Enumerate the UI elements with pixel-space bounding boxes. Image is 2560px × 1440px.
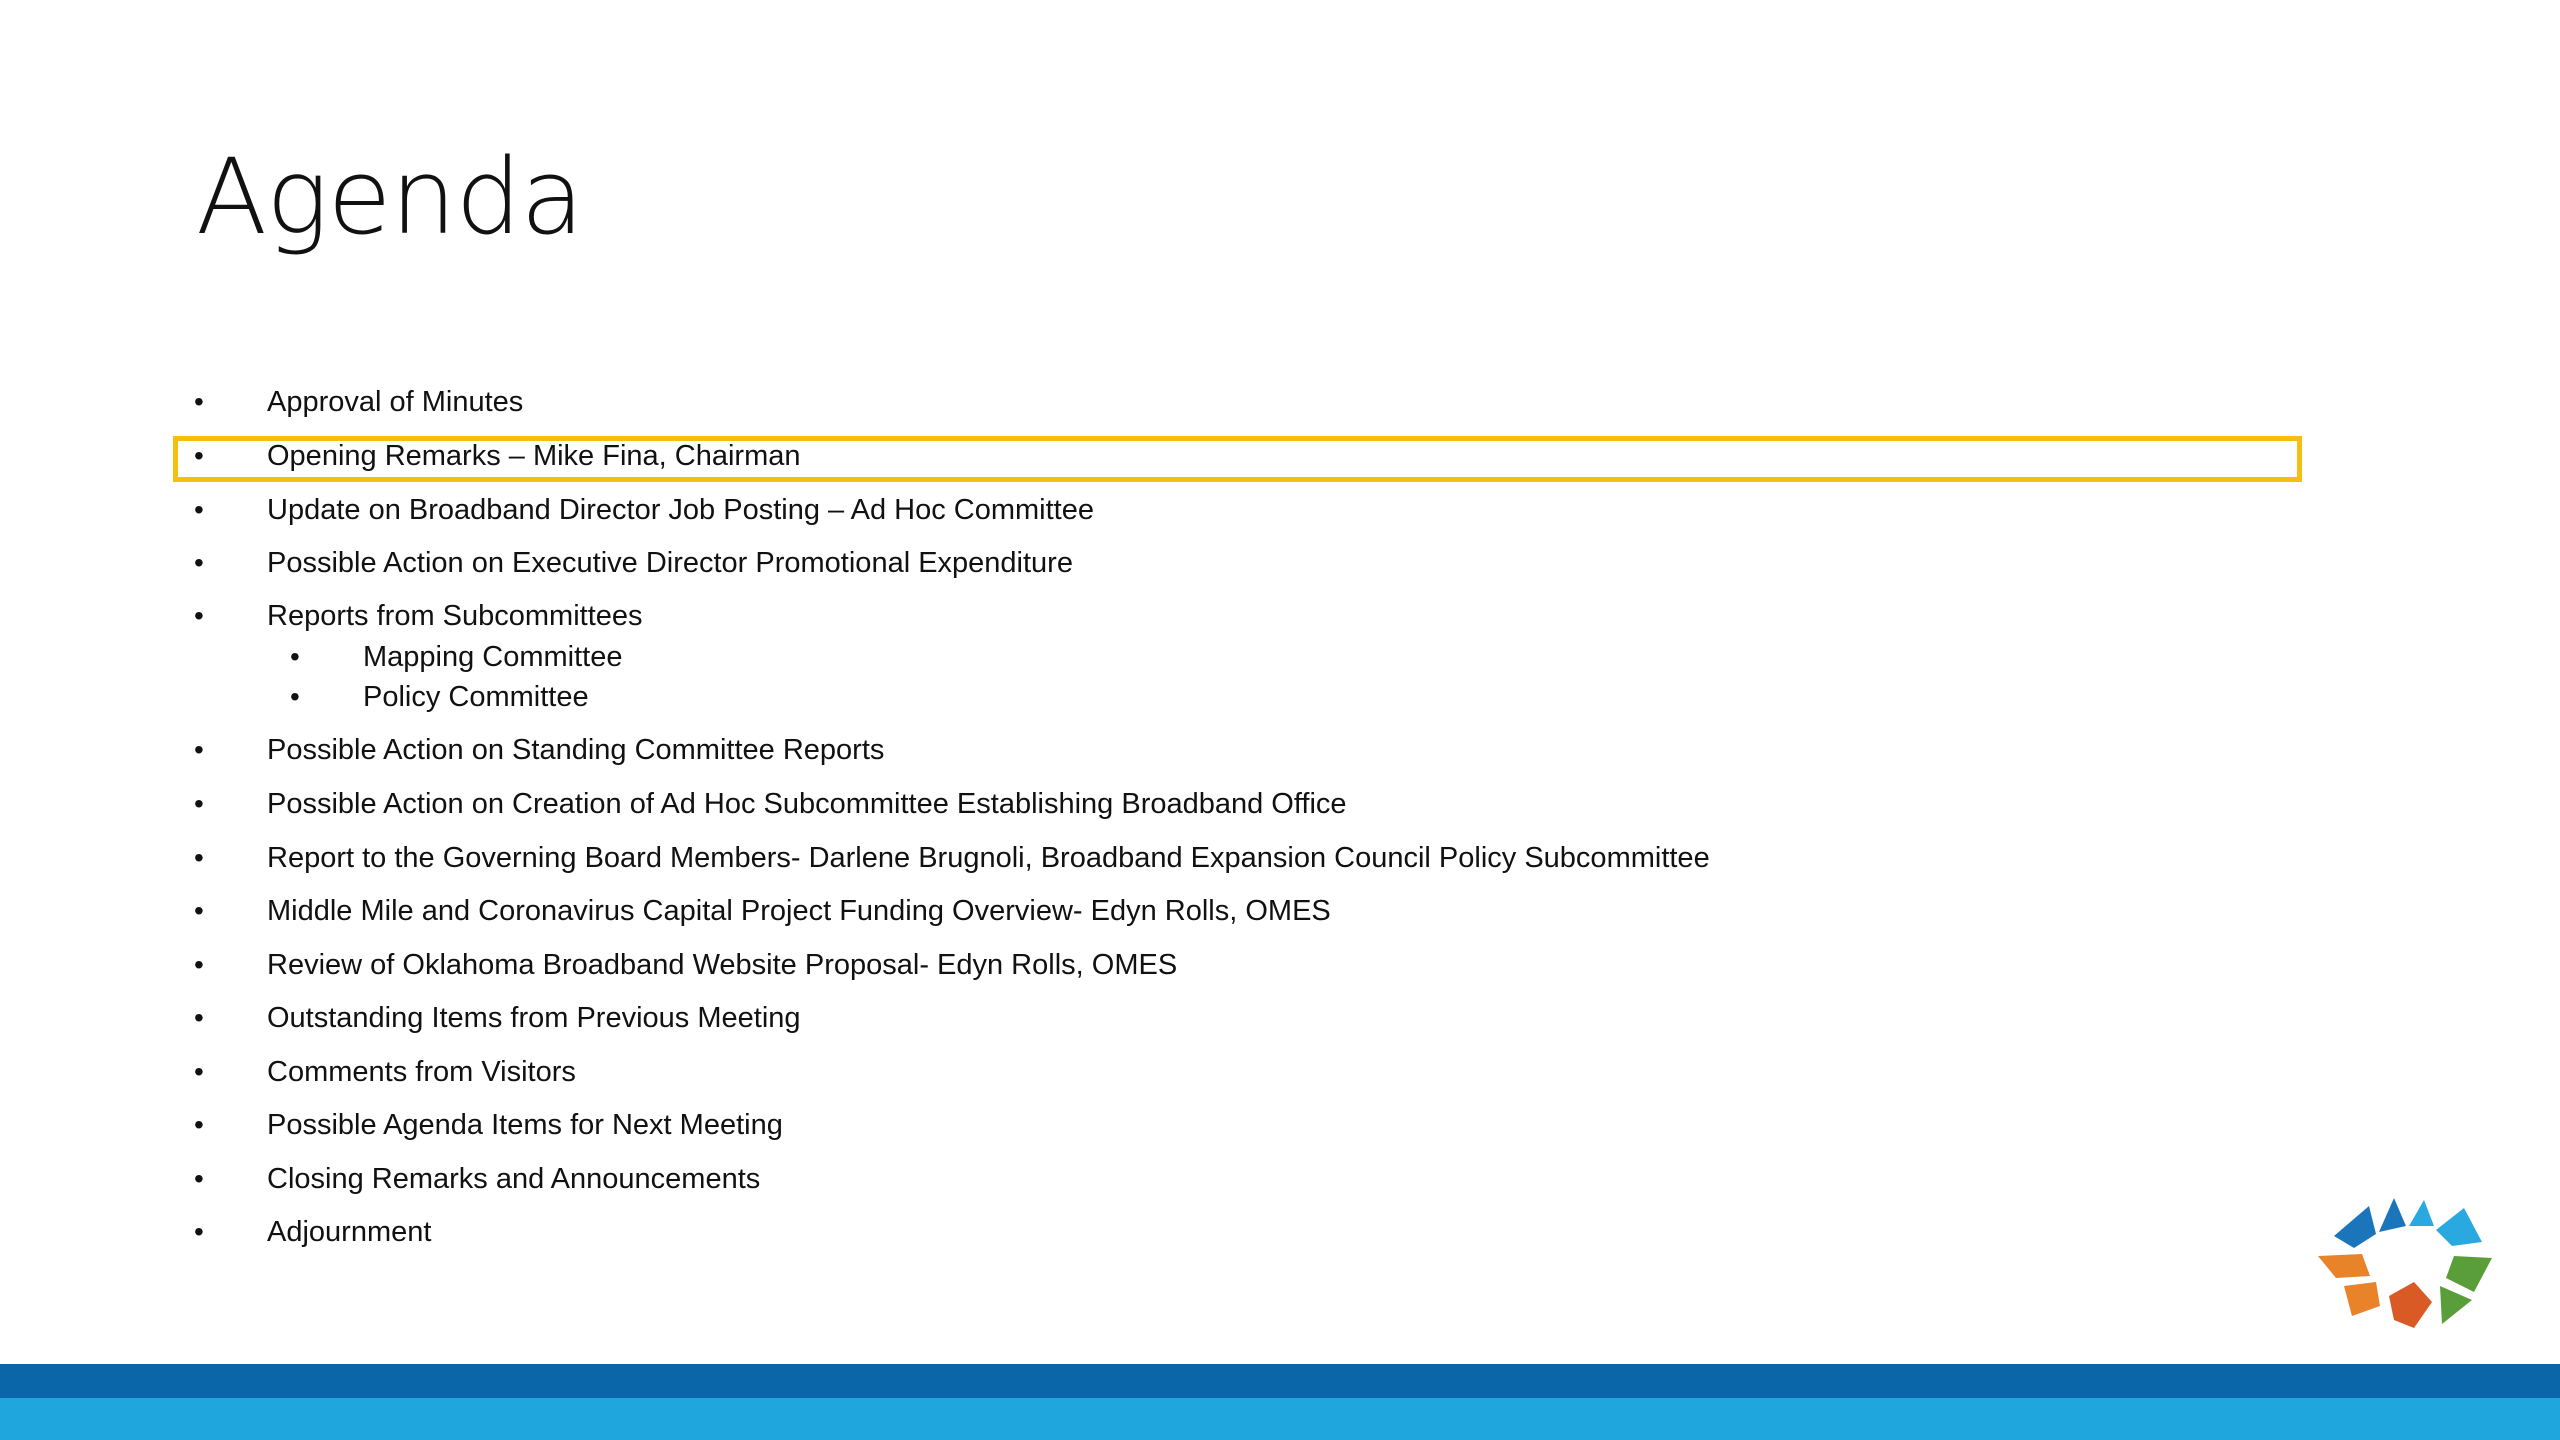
agenda-subitem-policy-committee bbox=[0, 671, 2300, 723]
agenda-item-approval-of-minutes bbox=[0, 376, 2300, 428]
agenda-item-closing-remarks bbox=[0, 1153, 2300, 1205]
agenda-item-label: Comments from Visitors bbox=[267, 1056, 576, 1088]
agenda-item-broadband-director-job-posting bbox=[0, 484, 2300, 536]
bullet-icon: • bbox=[194, 600, 204, 631]
agenda-item-label: Adjournment bbox=[267, 1216, 432, 1248]
footer-bar-dark bbox=[0, 1364, 2560, 1398]
bullet-icon: • bbox=[194, 949, 204, 980]
bullet-icon: • bbox=[194, 895, 204, 926]
agenda-item-label: Opening Remarks – Mike Fina, Chairman bbox=[267, 440, 801, 472]
bullet-icon: • bbox=[194, 734, 204, 765]
agenda-item-label: Update on Broadband Director Job Posting – Ad Hoc Committee bbox=[267, 494, 1094, 526]
footer-bar-light bbox=[0, 1398, 2560, 1440]
agenda-subitem-label: Mapping Committee bbox=[363, 641, 623, 673]
agenda-item-standing-committee-reports bbox=[0, 724, 2300, 776]
agenda-item-website-proposal bbox=[0, 939, 2300, 991]
agenda-item-label: Possible Action on Standing Committee Reports bbox=[267, 734, 885, 766]
bullet-icon: • bbox=[194, 1056, 204, 1087]
bullet-icon: • bbox=[194, 1163, 204, 1194]
highlight-box bbox=[173, 436, 2302, 482]
slide-title: Agenda bbox=[196, 136, 584, 258]
agenda-item-comments-from-visitors bbox=[0, 1046, 2300, 1098]
agenda-item-middle-mile-overview bbox=[0, 885, 2300, 937]
agenda-item-governing-board-report bbox=[0, 832, 2300, 884]
agenda-item-label: Possible Agenda Items for Next Meeting bbox=[267, 1109, 783, 1141]
bullet-icon: • bbox=[194, 1002, 204, 1033]
bullet-icon: • bbox=[290, 641, 300, 672]
agenda-item-label: Possible Action on Executive Director Promotional Expenditure bbox=[267, 547, 1073, 579]
bullet-icon: • bbox=[194, 842, 204, 873]
bullet-icon: • bbox=[194, 494, 204, 525]
agenda-item-next-meeting-items bbox=[0, 1099, 2300, 1151]
agenda-item-label: Possible Action on Creation of Ad Hoc Subcommittee Establishing Broadband Office bbox=[267, 788, 1347, 820]
agenda-item-adjournment bbox=[0, 1206, 2300, 1258]
star-logo-icon bbox=[2314, 1196, 2494, 1336]
bullet-icon: • bbox=[194, 1216, 204, 1247]
agenda-item-label: Outstanding Items from Previous Meeting bbox=[267, 1002, 801, 1034]
bullet-icon: • bbox=[194, 547, 204, 578]
agenda-item-label: Review of Oklahoma Broadband Website Proposal- Edyn Rolls, OMES bbox=[267, 949, 1178, 981]
agenda-item-label: Reports from Subcommittees bbox=[267, 600, 643, 632]
bullet-icon: • bbox=[194, 788, 204, 819]
agenda-item-outstanding-items bbox=[0, 992, 2300, 1044]
agenda-subitem-label: Policy Committee bbox=[363, 681, 589, 713]
agenda-item-label: Approval of Minutes bbox=[267, 386, 524, 418]
agenda-item-label: Closing Remarks and Announcements bbox=[267, 1163, 761, 1195]
bullet-icon: • bbox=[290, 681, 300, 712]
agenda-item-promotional-expenditure bbox=[0, 537, 2300, 589]
bullet-icon: • bbox=[194, 1109, 204, 1140]
agenda-item-label: Middle Mile and Coronavirus Capital Project Funding Overview- Edyn Rolls, OMES bbox=[267, 895, 1331, 927]
bullet-icon: • bbox=[194, 440, 204, 471]
agenda-item-label: Report to the Governing Board Members- Darlene Brugnoli, Broadband Expansion Council Policy Subcommittee bbox=[267, 842, 1710, 874]
agenda-item-ad-hoc-subcommittee bbox=[0, 778, 2300, 830]
bullet-icon: • bbox=[194, 386, 204, 417]
